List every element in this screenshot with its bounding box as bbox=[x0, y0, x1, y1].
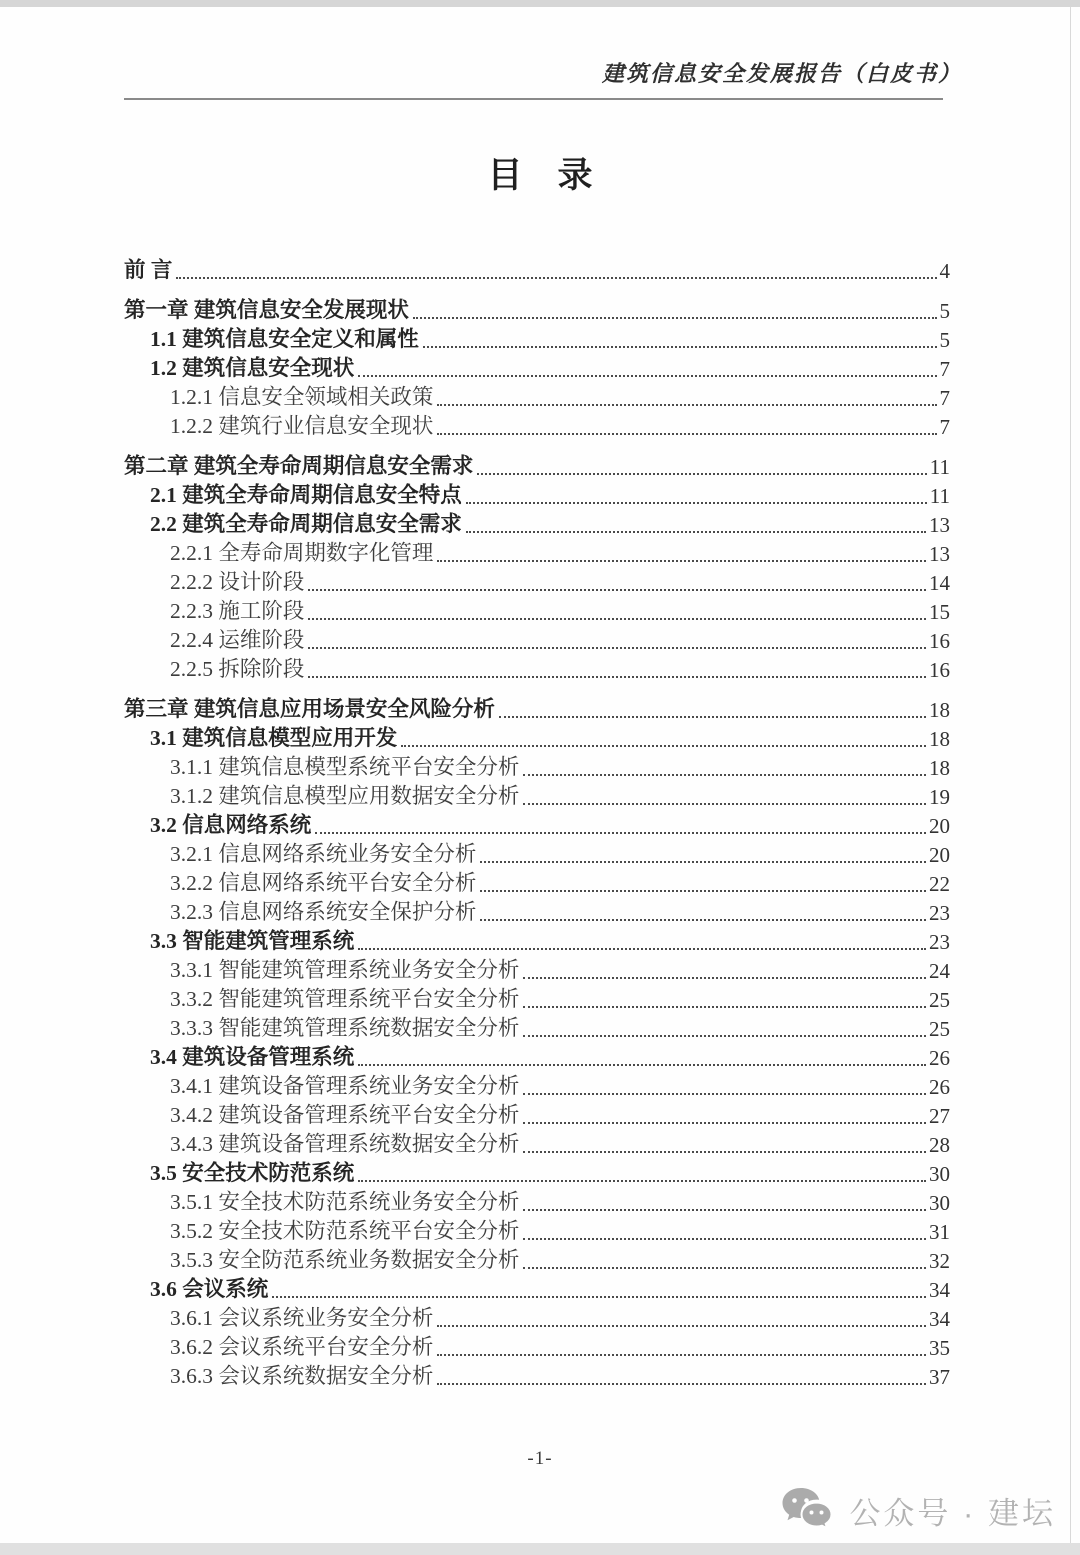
toc-entry bbox=[124, 983, 950, 1012]
toc-entry-label: 2.2.4 运维阶段 bbox=[170, 628, 305, 653]
header-rule bbox=[124, 98, 943, 100]
toc-entry-label: 第三章 建筑信息应用场景安全风险分析 bbox=[124, 697, 495, 722]
toc-entry bbox=[124, 1273, 950, 1302]
toc-dot-leader bbox=[413, 317, 937, 319]
toc-entry-page: 16 bbox=[929, 657, 950, 682]
toc-entry bbox=[124, 1186, 950, 1215]
toc-entry bbox=[124, 1041, 950, 1070]
toc-dot-leader bbox=[437, 433, 936, 435]
toc-entry-label: 3.4 建筑设备管理系统 bbox=[150, 1045, 355, 1070]
toc-entry bbox=[124, 595, 950, 624]
toc-entry-page: 34 bbox=[929, 1306, 950, 1331]
toc-dot-leader bbox=[480, 890, 926, 892]
toc-dot-leader bbox=[523, 1151, 926, 1153]
toc-entry-label: 前 言 bbox=[124, 258, 173, 283]
toc-dot-leader bbox=[523, 1006, 926, 1008]
toc-entry bbox=[124, 1070, 950, 1099]
toc-entry-label: 3.2.2 信息网络系统平台安全分析 bbox=[170, 871, 477, 896]
toc-entry-label: 3.4.2 建筑设备管理系统平台安全分析 bbox=[170, 1103, 520, 1128]
toc-dot-leader bbox=[308, 647, 926, 649]
toc-entry-page: 26 bbox=[929, 1045, 950, 1070]
toc-entry-page: 15 bbox=[929, 599, 950, 624]
toc-dot-leader bbox=[308, 618, 926, 620]
toc-entry-page: 30 bbox=[929, 1161, 950, 1186]
toc-entry bbox=[124, 896, 950, 925]
toc-entry-label: 2.2.2 设计阶段 bbox=[170, 570, 305, 595]
toc-entry bbox=[124, 294, 950, 323]
toc-entry-page: 5 bbox=[939, 327, 950, 352]
toc-entry-page: 35 bbox=[929, 1335, 950, 1360]
toc-entry-label: 3.4.3 建筑设备管理系统数据安全分析 bbox=[170, 1132, 520, 1157]
toc-entry-page: 13 bbox=[929, 512, 950, 537]
toc-entry-page: 7 bbox=[939, 414, 950, 439]
toc-entry bbox=[124, 1360, 950, 1389]
toc-dot-leader bbox=[499, 716, 926, 718]
toc-entry-label: 3.6.3 会议系统数据安全分析 bbox=[170, 1364, 434, 1389]
toc-entry bbox=[124, 925, 950, 954]
toc-entry bbox=[124, 381, 950, 410]
toc-dot-leader bbox=[523, 1209, 926, 1211]
photo-edge-strip-top bbox=[0, 0, 1080, 7]
toc-entry bbox=[124, 1099, 950, 1128]
toc-dot-leader bbox=[466, 502, 927, 504]
toc-entry-label: 3.6.2 会议系统平台安全分析 bbox=[170, 1335, 434, 1360]
toc-entry-page: 37 bbox=[929, 1364, 950, 1389]
toc-entry bbox=[124, 624, 950, 653]
toc-entry bbox=[124, 1215, 950, 1244]
toc-entry-label: 3.3.2 智能建筑管理系统平台安全分析 bbox=[170, 987, 520, 1012]
toc-entry bbox=[124, 566, 950, 595]
page-edge-line bbox=[1070, 7, 1071, 1543]
toc-entry bbox=[124, 254, 950, 283]
toc-entry-label: 1.2.2 建筑行业信息安全现状 bbox=[170, 414, 434, 439]
toc-entry-page: 25 bbox=[929, 987, 950, 1012]
toc-entry bbox=[124, 352, 950, 381]
toc-entry bbox=[124, 410, 950, 439]
toc-entry-page: 27 bbox=[929, 1103, 950, 1128]
toc-entry-label: 第二章 建筑全寿命周期信息安全需求 bbox=[124, 454, 474, 479]
toc-entry-label: 3.1 建筑信息模型应用开发 bbox=[150, 726, 398, 751]
toc-entry-label: 3.5.1 安全技术防范系统业务安全分析 bbox=[170, 1190, 520, 1215]
toc-entry-page: 11 bbox=[929, 454, 950, 479]
toc-dot-leader bbox=[437, 404, 936, 406]
toc-entry bbox=[124, 809, 950, 838]
toc-dot-leader bbox=[523, 774, 926, 776]
toc-dot-leader bbox=[523, 977, 926, 979]
toc-entry-label: 2.1 建筑全寿命周期信息安全特点 bbox=[150, 483, 462, 508]
toc-dot-leader bbox=[176, 277, 936, 279]
toc-dot-leader bbox=[437, 1354, 926, 1356]
toc-entry-page: 18 bbox=[929, 726, 950, 751]
toc-entry-page: 31 bbox=[929, 1219, 950, 1244]
toc-dot-leader bbox=[437, 1325, 926, 1327]
toc-entry bbox=[124, 479, 950, 508]
toc-entry-label: 3.5.3 安全防范系统业务数据安全分析 bbox=[170, 1248, 520, 1273]
toc-entry bbox=[124, 653, 950, 682]
running-header-title: 建筑信息安全发展报告（白皮书） bbox=[601, 61, 962, 86]
toc-entry bbox=[124, 537, 950, 566]
toc-entry-label: 3.2 信息网络系统 bbox=[150, 813, 312, 838]
toc-entry-page: 11 bbox=[929, 483, 950, 508]
toc-dot-leader bbox=[437, 560, 926, 562]
toc-entry-page: 24 bbox=[929, 958, 950, 983]
toc-dot-leader bbox=[272, 1296, 926, 1298]
toc-entry-page: 28 bbox=[929, 1132, 950, 1157]
toc-dot-leader bbox=[401, 745, 926, 747]
toc-dot-leader bbox=[480, 861, 926, 863]
toc-entry-page: 32 bbox=[929, 1248, 950, 1273]
toc-entry-label: 3.1.1 建筑信息模型系统平台安全分析 bbox=[170, 755, 520, 780]
toc-dot-leader bbox=[523, 803, 926, 805]
toc-dot-leader bbox=[477, 473, 926, 475]
toc-entry-label: 2.2.1 全寿命周期数字化管理 bbox=[170, 541, 434, 566]
wechat-icon bbox=[780, 1486, 836, 1534]
toc-entry-label: 3.2.3 信息网络系统安全保护分析 bbox=[170, 900, 477, 925]
toc-entry-page: 20 bbox=[929, 813, 950, 838]
watermark-text: 公众号 · 建坛 bbox=[849, 1495, 1056, 1531]
toc-entry-page: 13 bbox=[929, 541, 950, 566]
toc-entry bbox=[124, 954, 950, 983]
toc-dot-leader bbox=[523, 1267, 926, 1269]
toc-entry bbox=[124, 450, 950, 479]
toc-dot-leader bbox=[437, 1383, 926, 1385]
toc-entry-page: 23 bbox=[929, 900, 950, 925]
footer-page-number: -1- bbox=[527, 1448, 553, 1469]
toc-entry bbox=[124, 1128, 950, 1157]
toc-dot-leader bbox=[358, 1180, 926, 1182]
toc-entry-page: 5 bbox=[939, 298, 950, 323]
toc-entry-label: 3.6.1 会议系统业务安全分析 bbox=[170, 1306, 434, 1331]
toc-entry bbox=[124, 1244, 950, 1273]
toc-list bbox=[124, 243, 950, 1389]
toc-entry-page: 4 bbox=[939, 258, 950, 283]
toc-entry-page: 7 bbox=[939, 356, 950, 381]
toc-entry bbox=[124, 838, 950, 867]
toc-dot-leader bbox=[466, 531, 926, 533]
toc-entry bbox=[124, 1012, 950, 1041]
page-title: 目 录 bbox=[487, 156, 593, 195]
toc-entry-page: 18 bbox=[929, 697, 950, 722]
toc-dot-leader bbox=[308, 676, 926, 678]
toc-dot-leader bbox=[358, 375, 936, 377]
toc-entry-label: 3.6 会议系统 bbox=[150, 1277, 269, 1302]
toc-entry-page: 34 bbox=[929, 1277, 950, 1302]
toc-entry bbox=[124, 1157, 950, 1186]
toc-entry-label: 1.2 建筑信息安全现状 bbox=[150, 356, 355, 381]
toc-entry-page: 22 bbox=[929, 871, 950, 896]
toc-entry-label: 3.5 安全技术防范系统 bbox=[150, 1161, 355, 1186]
toc-entry bbox=[124, 1331, 950, 1360]
toc-entry-page: 14 bbox=[929, 570, 950, 595]
toc-entry bbox=[124, 1302, 950, 1331]
toc-entry-label: 2.2.3 施工阶段 bbox=[170, 599, 305, 624]
toc-dot-leader bbox=[480, 919, 926, 921]
toc-entry-label: 1.1 建筑信息安全定义和属性 bbox=[150, 327, 419, 352]
toc-entry-label: 2.2 建筑全寿命周期信息安全需求 bbox=[150, 512, 462, 537]
toc-entry bbox=[124, 780, 950, 809]
toc-dot-leader bbox=[423, 346, 937, 348]
toc-entry-page: 7 bbox=[939, 385, 950, 410]
toc-entry-label: 3.3.1 智能建筑管理系统业务安全分析 bbox=[170, 958, 520, 983]
toc-entry-page: 16 bbox=[929, 628, 950, 653]
toc-entry-page: 19 bbox=[929, 784, 950, 809]
toc-dot-leader bbox=[315, 832, 926, 834]
toc-entry-label: 3.4.1 建筑设备管理系统业务安全分析 bbox=[170, 1074, 520, 1099]
toc-entry-label: 第一章 建筑信息安全发展现状 bbox=[124, 298, 409, 323]
toc-entry-page: 18 bbox=[929, 755, 950, 780]
toc-entry bbox=[124, 693, 950, 722]
photo-edge-strip-bottom bbox=[0, 1543, 1080, 1555]
toc-entry-label: 3.1.2 建筑信息模型应用数据安全分析 bbox=[170, 784, 520, 809]
toc-dot-leader bbox=[358, 948, 926, 950]
toc-entry-label: 2.2.5 拆除阶段 bbox=[170, 657, 305, 682]
toc-dot-leader bbox=[523, 1035, 926, 1037]
toc-entry-label: 3.5.2 安全技术防范系统平台安全分析 bbox=[170, 1219, 520, 1244]
toc-dot-leader bbox=[523, 1238, 926, 1240]
toc-entry bbox=[124, 323, 950, 352]
toc-entry-label: 3.3.3 智能建筑管理系统数据安全分析 bbox=[170, 1016, 520, 1041]
toc-entry-label: 1.2.1 信息安全领域相关政策 bbox=[170, 385, 434, 410]
toc-entry-label: 3.2.1 信息网络系统业务安全分析 bbox=[170, 842, 477, 867]
toc-entry-page: 25 bbox=[929, 1016, 950, 1041]
toc-dot-leader bbox=[358, 1064, 926, 1066]
toc-entry-page: 20 bbox=[929, 842, 950, 867]
toc-dot-leader bbox=[523, 1093, 926, 1095]
toc-entry-page: 23 bbox=[929, 929, 950, 954]
toc-entry-page: 26 bbox=[929, 1074, 950, 1099]
wechat-watermark bbox=[780, 1486, 1056, 1534]
toc-entry-page: 30 bbox=[929, 1190, 950, 1215]
toc-dot-leader bbox=[308, 589, 926, 591]
toc-entry bbox=[124, 722, 950, 751]
toc-entry-label: 3.3 智能建筑管理系统 bbox=[150, 929, 355, 954]
toc-entry bbox=[124, 751, 950, 780]
toc-entry bbox=[124, 867, 950, 896]
toc-entry bbox=[124, 508, 950, 537]
toc-dot-leader bbox=[523, 1122, 926, 1124]
